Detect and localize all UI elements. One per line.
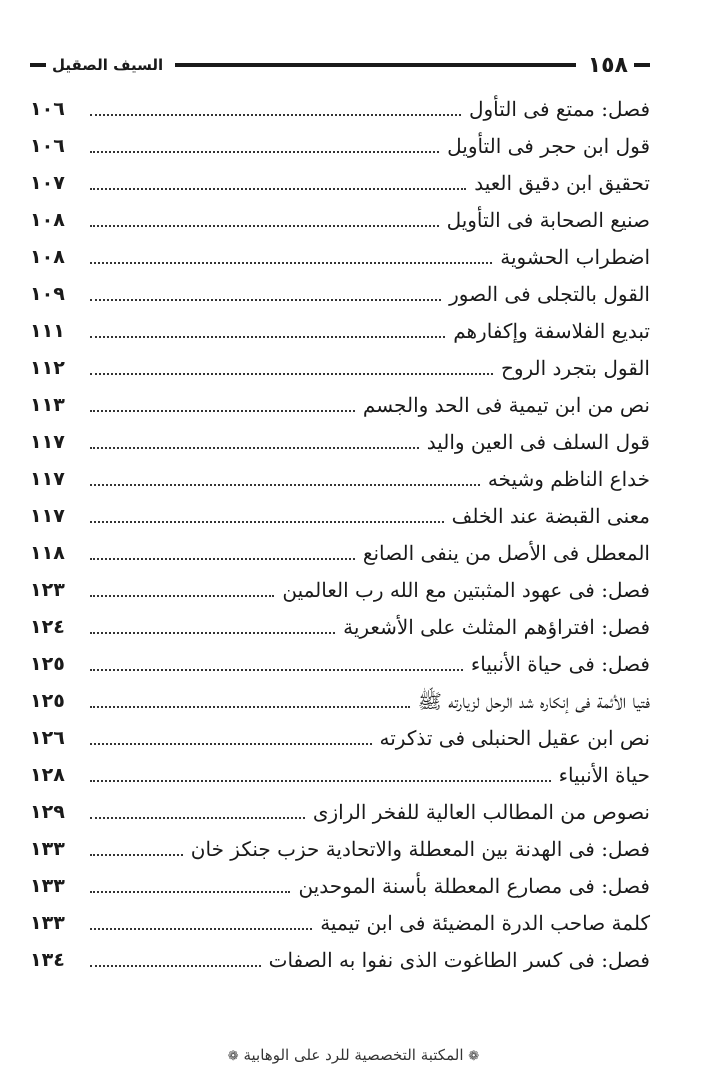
dot-leader bbox=[90, 817, 305, 819]
toc-entry bbox=[30, 904, 650, 941]
book-title: السيف الصقيل bbox=[52, 56, 164, 74]
entry-page-number: ١٣٣ bbox=[30, 911, 65, 934]
entry-title: صنيع الصحابة فى التأويل bbox=[446, 207, 650, 232]
entry-title: نص ابن عقيل الحنبلى فى تذكرته bbox=[379, 725, 650, 750]
dot-leader bbox=[90, 558, 355, 560]
toc-entry bbox=[30, 645, 650, 682]
header-dash-right bbox=[634, 63, 650, 67]
dot-leader bbox=[90, 225, 439, 227]
header-rule bbox=[175, 63, 576, 67]
entry-title: فتيا الأئمة فى إنكاره شد الرحل لزيارته ﷺ bbox=[417, 688, 650, 713]
entry-page-number: ١١٧ bbox=[30, 467, 65, 490]
dot-leader bbox=[90, 188, 466, 190]
toc-entry bbox=[30, 756, 650, 793]
toc-entry bbox=[30, 534, 650, 571]
entry-page-number: ١٠٦ bbox=[30, 134, 65, 157]
toc-entry bbox=[30, 941, 650, 978]
dot-leader bbox=[90, 928, 312, 930]
dot-leader bbox=[90, 632, 335, 634]
toc-entry bbox=[30, 238, 650, 275]
entry-page-number: ١١٢ bbox=[30, 356, 65, 379]
ornament-right-icon: ❁ bbox=[468, 1049, 480, 1064]
dot-leader bbox=[90, 410, 355, 412]
entry-page-number: ١٢٦ bbox=[30, 726, 65, 749]
entry-title: فصل: فى الهدنة بين المعطلة والاتحادية حزب جنكز خان bbox=[190, 836, 650, 861]
toc-entry bbox=[30, 312, 650, 349]
dot-leader bbox=[90, 299, 441, 301]
dot-leader bbox=[90, 965, 261, 967]
toc-entry bbox=[30, 201, 650, 238]
running-header bbox=[30, 48, 650, 82]
toc-entry bbox=[30, 127, 650, 164]
header-dash-left bbox=[30, 63, 46, 67]
toc-entry bbox=[30, 386, 650, 423]
dot-leader bbox=[90, 262, 492, 264]
dot-leader bbox=[90, 891, 290, 893]
entry-page-number: ١١١ bbox=[30, 319, 65, 342]
entry-title: معنى القبضة عند الخلف bbox=[451, 503, 650, 528]
entry-page-number: ١٠٨ bbox=[30, 208, 65, 231]
dot-leader bbox=[90, 373, 493, 375]
entry-title: تبديع الفلاسفة وإكفارهم bbox=[453, 318, 650, 343]
entry-title: اضطراب الحشوية bbox=[500, 244, 650, 269]
entry-title: القول بالتجلى فى الصور bbox=[449, 281, 650, 306]
entry-title: فصل: فى كسر الطاغوت الذى نفوا به الصفات bbox=[268, 947, 650, 972]
entry-title: فصل: ممتع فى التأول bbox=[468, 96, 650, 121]
entry-page-number: ١٠٨ bbox=[30, 245, 65, 268]
toc-entry bbox=[30, 793, 650, 830]
dot-leader bbox=[90, 743, 372, 745]
dot-leader bbox=[90, 447, 419, 449]
toc-entry bbox=[30, 349, 650, 386]
entry-page-number: ١١٧ bbox=[30, 430, 65, 453]
entry-page-number: ١٢٨ bbox=[30, 763, 65, 786]
dot-leader bbox=[90, 151, 439, 153]
entry-page-number: ١٢٥ bbox=[30, 689, 65, 712]
watermark-text: المكتبة التخصصية للرد على الوهابية bbox=[243, 1046, 464, 1064]
table-of-contents bbox=[30, 90, 650, 978]
dot-leader bbox=[90, 484, 480, 486]
dot-leader bbox=[90, 780, 551, 782]
ornament-left-icon: ❁ bbox=[227, 1049, 239, 1064]
entry-title: نص من ابن تيمية فى الحد والجسم bbox=[362, 392, 650, 417]
dot-leader bbox=[90, 521, 444, 523]
page-number: ١٥٨ bbox=[587, 52, 628, 78]
library-watermark bbox=[0, 1046, 707, 1064]
entry-title: المعطل فى الأصل من ينفى الصانع bbox=[362, 540, 650, 565]
entry-page-number: ١١٨ bbox=[30, 541, 65, 564]
toc-entry bbox=[30, 867, 650, 904]
toc-entry bbox=[30, 423, 650, 460]
entry-page-number: ١٣٤ bbox=[30, 948, 65, 971]
entry-title: تحقيق ابن دقيق العيد bbox=[474, 170, 650, 195]
dot-leader bbox=[90, 854, 183, 856]
toc-entry bbox=[30, 682, 650, 719]
toc-entry bbox=[30, 460, 650, 497]
toc-entry bbox=[30, 608, 650, 645]
entry-title: قول ابن حجر فى التأويل bbox=[447, 133, 650, 158]
entry-page-number: ١٢٣ bbox=[30, 578, 65, 601]
entry-page-number: ١٢٥ bbox=[30, 652, 65, 675]
toc-entry bbox=[30, 571, 650, 608]
entry-page-number: ١١٧ bbox=[30, 504, 65, 527]
toc-entry bbox=[30, 164, 650, 201]
dot-leader bbox=[90, 336, 445, 338]
entry-title: القول بتجرد الروح bbox=[500, 355, 650, 380]
entry-title: فصل: افتراؤهم المثلث على الأشعرية bbox=[343, 614, 650, 639]
toc-entry bbox=[30, 497, 650, 534]
entry-title: كلمة صاحب الدرة المضيئة فى ابن تيمية bbox=[320, 910, 650, 935]
entry-title: نصوص من المطالب العالية للفخر الرازى bbox=[312, 799, 650, 824]
entry-page-number: ١١٣ bbox=[30, 393, 65, 416]
entry-page-number: ١٣٣ bbox=[30, 874, 65, 897]
entry-title: فصل: فى عهود المثبتين مع الله رب العالمين bbox=[282, 577, 650, 602]
entry-title: فصل: فى حياة الأنبياء bbox=[470, 651, 650, 676]
entry-page-number: ١٠٧ bbox=[30, 171, 65, 194]
entry-title: قول السلف فى العين واليد bbox=[426, 429, 650, 454]
entry-page-number: ١٢٩ bbox=[30, 800, 65, 823]
dot-leader bbox=[90, 595, 274, 597]
entry-title: خداع الناظم وشيخه bbox=[487, 466, 650, 491]
entry-title: حياة الأنبياء bbox=[558, 762, 650, 787]
entry-page-number: ١٠٩ bbox=[30, 282, 65, 305]
dot-leader bbox=[90, 114, 461, 116]
entry-title: فصل: فى مصارع المعطلة بأسنة الموحدين bbox=[298, 873, 650, 898]
toc-entry bbox=[30, 90, 650, 127]
entry-page-number: ١٢٤ bbox=[30, 615, 65, 638]
entry-page-number: ١٠٦ bbox=[30, 97, 65, 120]
toc-entry bbox=[30, 275, 650, 312]
dot-leader bbox=[90, 669, 463, 671]
entry-page-number: ١٣٣ bbox=[30, 837, 65, 860]
toc-entry bbox=[30, 719, 650, 756]
dot-leader bbox=[90, 706, 410, 708]
toc-entry bbox=[30, 830, 650, 867]
